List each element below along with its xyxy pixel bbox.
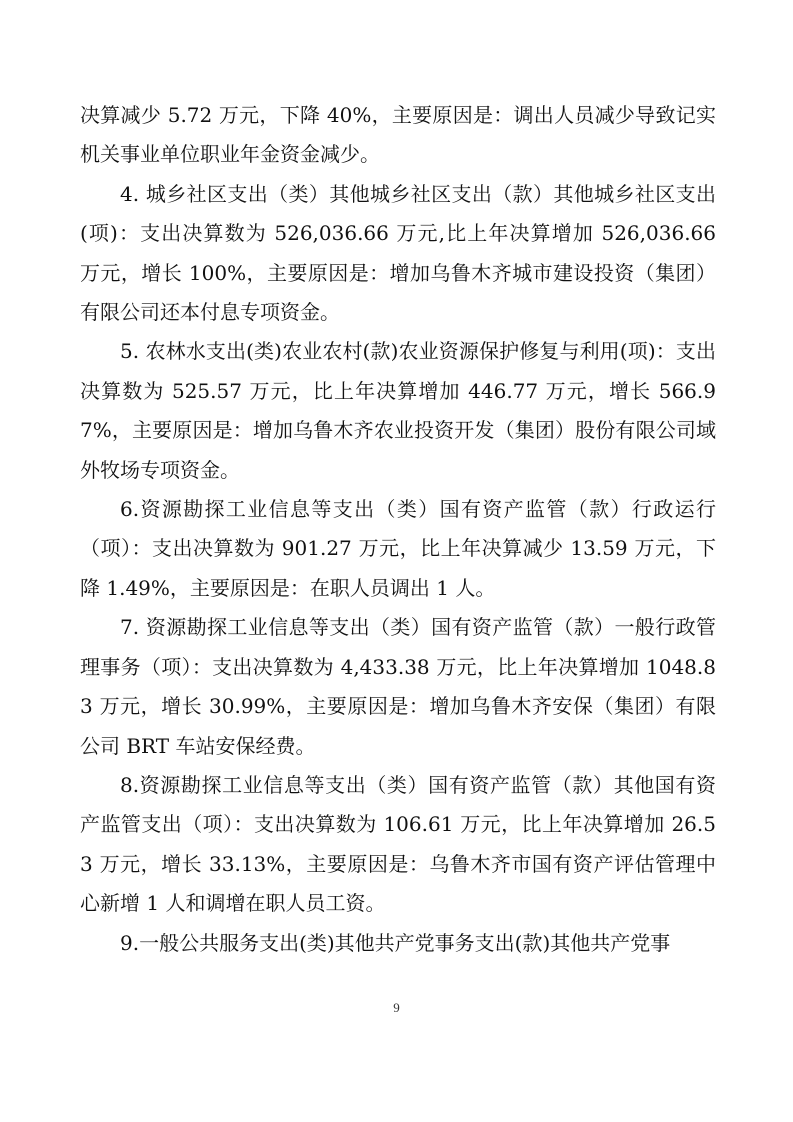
paragraph-continuation: 决算减少 5.72 万元，下降 40%，主要原因是：调出人员减少导致记实机关事业单位职业年金资金减少。 xyxy=(80,103,716,167)
paragraph-item-5: 5. 农林水支出(类)农业农村(款)农业资源保护修复与利用(项)：支出决算数为 525.57 万元，比上年决算增加 446.77 万元，增长 566.97%，主要原因是：增加乌鲁木齐农业投资开发（集团）股份有限公司域外牧场专项资金。 xyxy=(80,339,716,482)
paragraph-item-7: 7. 资源勘探工业信息等支出（类）国有资产监管（款）一般行政管理事务（项）：支出决算数为 4,433.38 万元，比上年决算增加 1048.83 万元，增长 30.99%，主要原因是：增加乌鲁木齐安保（集团）有限公司 BRT 车站安保经费。 xyxy=(80,615,716,758)
paragraph-item-4: 4. 城乡社区支出（类）其他城乡社区支出（款）其他城乡社区支出(项)：支出决算数为 526,036.66 万元,比上年决算增加 526,036.66 万元，增长 100%，主要原因是：增加乌鲁木齐城市建设投资（集团）有限公司还本付息专项资金。 xyxy=(80,181,716,325)
paragraph-item-8: 8.资源勘探工业信息等支出（类）国有资产监管（款）其他国有资产监管支出（项）：支出决算数为 106.61 万元，比上年决算增加 26.53 万元，增长 33.13%，主要原因是：乌鲁木齐市国有资产评估管理中心新增 1 人和调增在职人员工资。 xyxy=(80,772,716,916)
paragraph-item-6: 6.资源勘探工业信息等支出（类）国有资产监管（款）行政运行（项）：支出决算数为 901.27 万元，比上年决算减少 13.59 万元，下降 1.49%，主要原因是：在职人员调出 1 人。 xyxy=(80,497,716,600)
paragraph-item-9: 9.一般公共服务支出(类)其他共产党事务支出(款)其他共产党事 xyxy=(120,930,671,955)
page-number: 9 xyxy=(393,1000,400,1015)
body-text xyxy=(80,96,716,963)
